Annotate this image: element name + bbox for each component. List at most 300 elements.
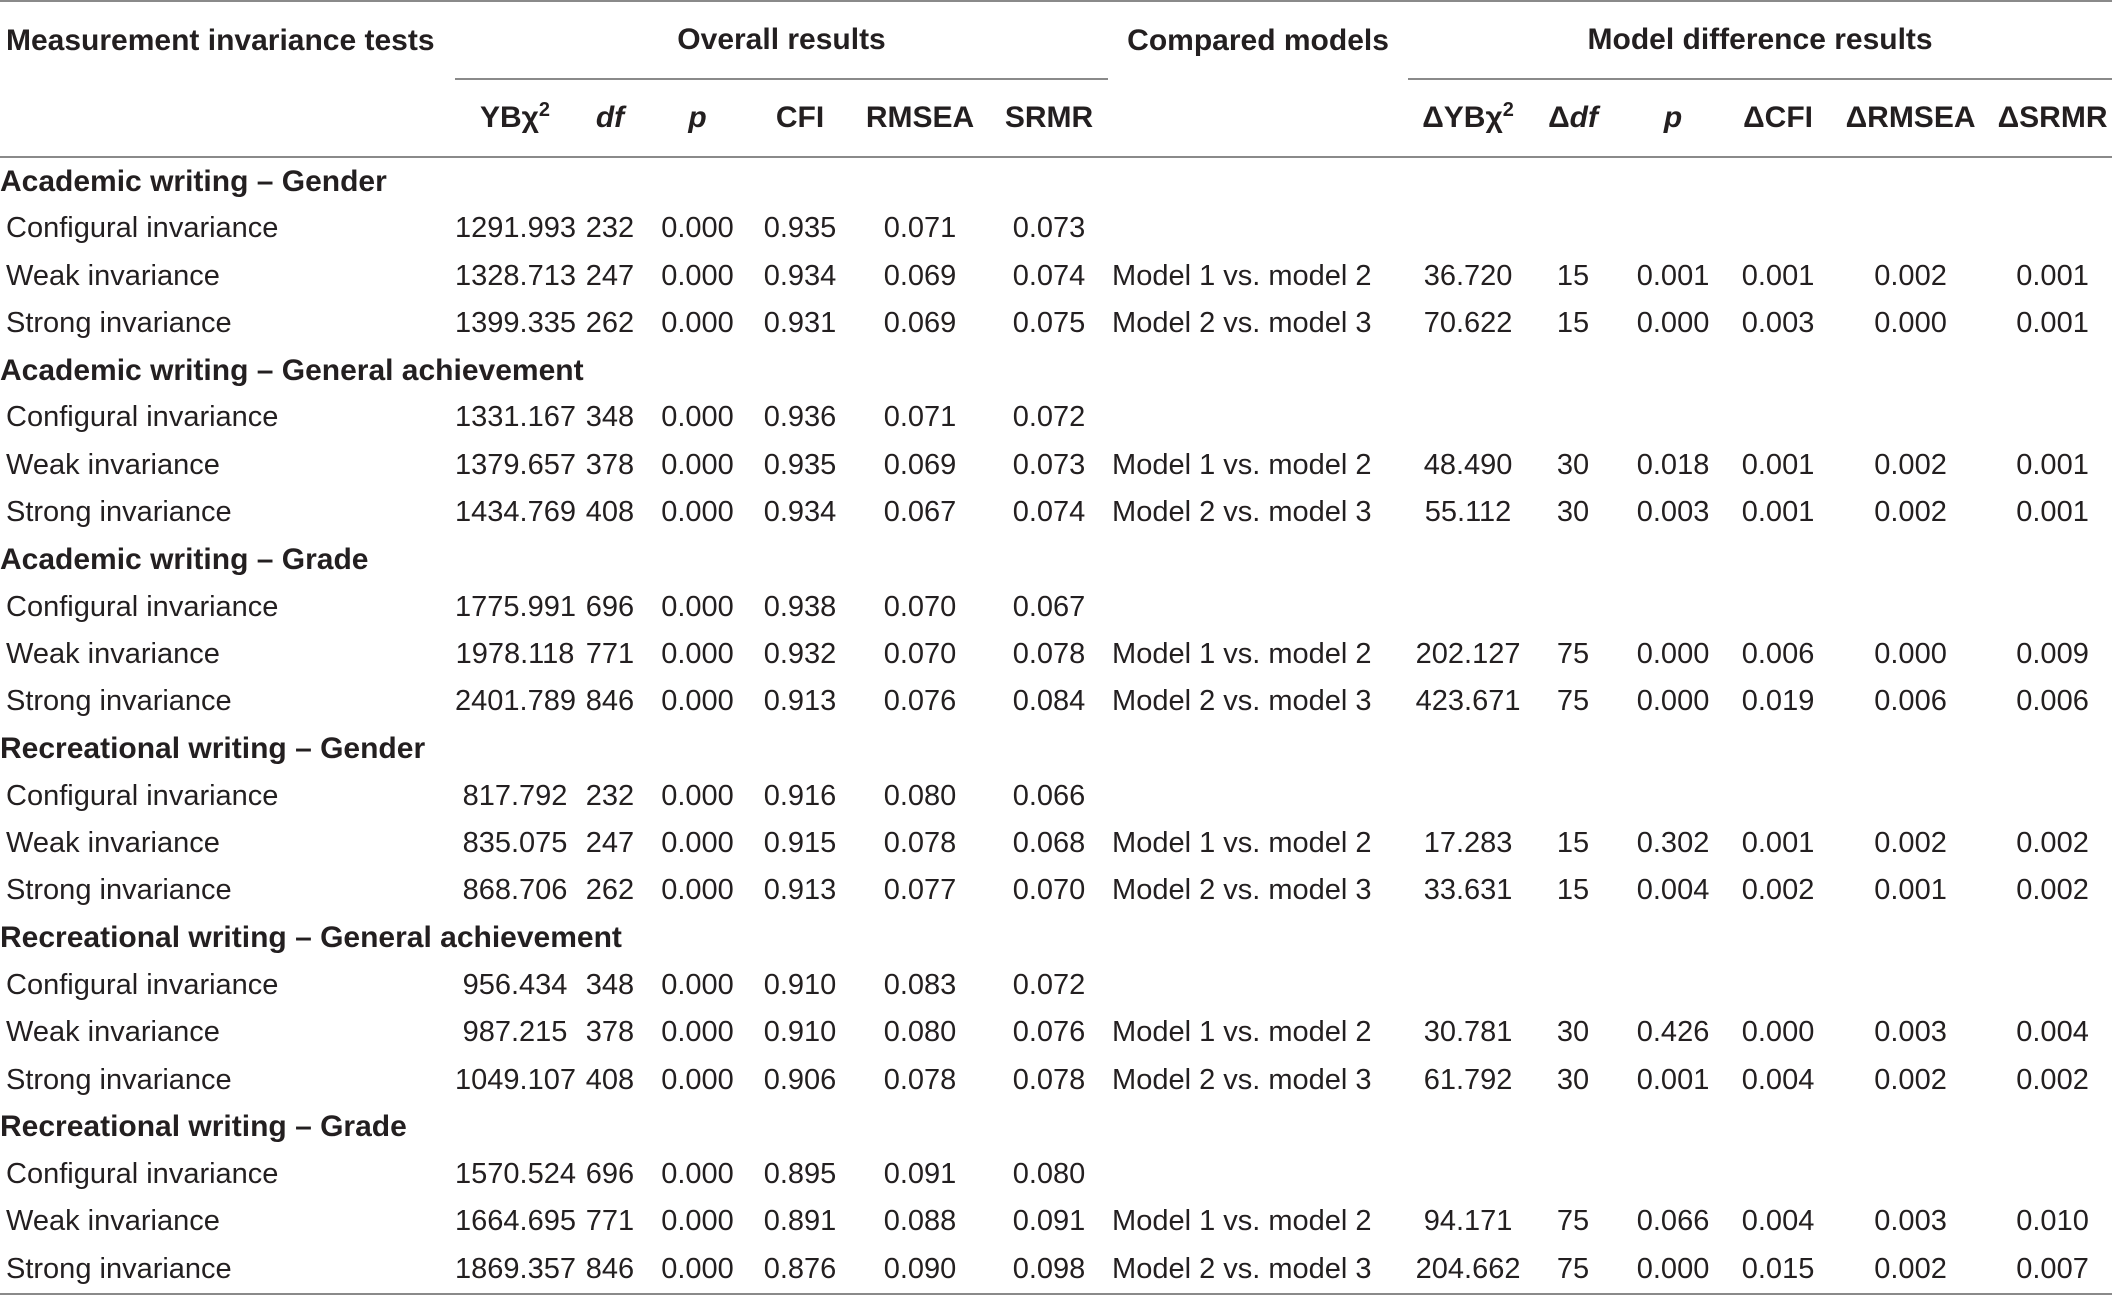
cell-cfi: 0.910	[763, 1016, 837, 1049]
cell-delta-yb-chi2: 48.490	[1423, 448, 1513, 481]
cell-yb-chi2: 1570.524	[455, 1158, 576, 1191]
cell-cfi: 0.876	[750, 1246, 850, 1294]
cell-yb-chi2: 1331.167	[455, 401, 576, 434]
cell-p: 0.000	[661, 1158, 734, 1191]
cell-delta-df: 30	[1556, 496, 1590, 529]
cell-cfi: 0.913	[763, 685, 837, 718]
cell-rmsea: 0.091	[883, 1158, 957, 1191]
cell-delta-srmr: 0.002	[2016, 827, 2089, 860]
col-diff-p: p	[1618, 79, 1728, 157]
table-row	[0, 583, 2112, 630]
col-p: p	[645, 79, 750, 157]
cell-delta-yb-chi2	[1408, 962, 1528, 1009]
table-row	[0, 678, 2112, 725]
header-empty	[0, 79, 455, 157]
row-label: Weak invariance	[6, 637, 220, 670]
cell-delta-yb-chi2: 423.671	[1415, 685, 1521, 718]
cell-compared-models: Model 2 vs. model 3	[1112, 496, 1372, 529]
cell-rmsea: 0.067	[883, 496, 957, 529]
cell-df: 232	[585, 779, 635, 812]
cell-yb-chi2: 1869.357	[455, 1246, 575, 1294]
row-label: Weak invariance	[6, 827, 220, 860]
cell-cfi: 0.934	[763, 259, 837, 292]
row-label: Weak invariance	[6, 259, 220, 292]
cell-srmr: 0.091	[1012, 1205, 1086, 1238]
table-row	[0, 1198, 2112, 1245]
cell-df: 408	[585, 496, 635, 529]
row-label: Weak invariance	[6, 1205, 220, 1238]
cell-yb-chi2: 835.075	[462, 827, 568, 860]
header-overall-results: Overall results	[455, 1, 1108, 79]
cell-compared-models	[1108, 394, 1408, 441]
cell-delta-cfi: 0.006	[1741, 637, 1815, 670]
row-label: Weak invariance	[6, 1016, 220, 1049]
cell-rmsea: 0.088	[883, 1205, 957, 1238]
cell-delta-rmsea: 0.002	[1874, 1063, 1947, 1096]
table-row	[0, 489, 2112, 536]
cell-df: 771	[585, 1205, 635, 1238]
cell-p: 0.000	[661, 401, 734, 434]
cell-compared-models	[1108, 1151, 1408, 1198]
cell-delta-cfi: 0.019	[1741, 685, 1815, 718]
cell-p: 0.000	[661, 212, 734, 245]
cell-p: 0.000	[661, 874, 734, 907]
cell-delta-cfi: 0.015	[1728, 1246, 1828, 1294]
cell-yb-chi2: 1434.769	[455, 496, 576, 529]
cell-diff-p: 0.000	[1618, 1246, 1728, 1294]
col-yb-chi2: YBχ$^2$	[455, 79, 575, 157]
cell-delta-cfi	[1728, 1151, 1828, 1198]
cell-diff-p: 0.001	[1636, 1063, 1710, 1096]
group-header-row	[0, 726, 2112, 773]
cell-delta-df	[1528, 1151, 1618, 1198]
cell-df: 232	[585, 212, 635, 245]
cell-srmr: 0.067	[1012, 590, 1086, 623]
col-delta-df: Δdf	[1528, 79, 1618, 157]
cell-delta-srmr	[1993, 205, 2112, 252]
cell-delta-yb-chi2: 36.720	[1423, 259, 1513, 292]
cell-delta-df: 75	[1556, 637, 1590, 670]
cell-rmsea: 0.076	[883, 685, 957, 718]
cell-delta-srmr: 0.009	[2016, 637, 2089, 670]
cell-df: 262	[585, 874, 635, 907]
cell-delta-srmr	[1993, 1151, 2112, 1198]
cell-rmsea: 0.070	[883, 590, 957, 623]
cell-cfi: 0.931	[763, 306, 837, 339]
group-title: Recreational writing – Gender	[0, 732, 426, 766]
cell-df: 378	[585, 448, 635, 481]
cell-delta-srmr: 0.004	[2016, 1016, 2089, 1049]
cell-delta-rmsea: 0.003	[1874, 1205, 1947, 1238]
cell-rmsea: 0.069	[883, 259, 957, 292]
cell-delta-yb-chi2: 33.631	[1423, 874, 1513, 907]
cell-df: 247	[585, 827, 635, 860]
cell-p: 0.000	[661, 1205, 734, 1238]
cell-df: 247	[585, 259, 635, 292]
cell-srmr: 0.073	[1012, 212, 1086, 245]
cell-delta-cfi: 0.003	[1741, 306, 1815, 339]
cell-diff-p	[1618, 1151, 1728, 1198]
cell-srmr: 0.074	[1012, 496, 1086, 529]
cell-delta-srmr	[1993, 394, 2112, 441]
cell-delta-df	[1528, 205, 1618, 252]
cell-rmsea: 0.077	[883, 874, 957, 907]
cell-p: 0.000	[661, 590, 734, 623]
cell-p: 0.000	[661, 496, 734, 529]
table-row	[0, 300, 2112, 347]
cell-rmsea: 0.071	[883, 212, 957, 245]
cell-diff-p	[1618, 394, 1728, 441]
table-body	[0, 157, 2112, 1294]
table-row	[0, 252, 2112, 299]
row-label: Strong invariance	[6, 874, 232, 907]
cell-delta-yb-chi2: 17.283	[1423, 827, 1513, 860]
row-label: Strong invariance	[6, 1063, 232, 1096]
cell-compared-models: Model 2 vs. model 3	[1112, 306, 1372, 339]
cell-rmsea: 0.078	[883, 1063, 957, 1096]
header-model-difference: Model difference results	[1408, 1, 2112, 79]
table-row	[0, 1056, 2112, 1103]
cell-p: 0.000	[661, 779, 734, 812]
col-rmsea: RMSEA	[850, 79, 990, 157]
cell-srmr: 0.078	[1012, 637, 1086, 670]
cell-delta-cfi: 0.002	[1741, 874, 1815, 907]
cell-p: 0.000	[661, 448, 734, 481]
cell-p: 0.000	[661, 827, 734, 860]
cell-compared-models: Model 2 vs. model 3	[1108, 1246, 1408, 1294]
row-label: Configural invariance	[6, 1158, 279, 1191]
cell-cfi: 0.936	[763, 401, 837, 434]
cell-delta-yb-chi2	[1408, 205, 1528, 252]
cell-cfi: 0.913	[763, 874, 837, 907]
cell-srmr: 0.075	[1012, 306, 1086, 339]
cell-delta-rmsea	[1828, 962, 1993, 1009]
table-row	[0, 867, 2112, 914]
cell-delta-cfi: 0.001	[1741, 496, 1815, 529]
cell-yb-chi2: 1775.991	[455, 590, 576, 623]
col-srmr: SRMR	[990, 79, 1108, 157]
cell-p: 0.000	[661, 968, 734, 1001]
row-label: Strong invariance	[6, 496, 232, 529]
cell-delta-cfi	[1728, 773, 1828, 820]
cell-delta-rmsea	[1828, 205, 1993, 252]
group-title: Academic writing – General achievement	[0, 353, 584, 387]
group-header-row	[0, 536, 2112, 583]
cell-df: 846	[575, 1246, 645, 1294]
row-label: Weak invariance	[6, 448, 220, 481]
cell-delta-rmsea: 0.002	[1874, 259, 1947, 292]
cell-yb-chi2: 956.434	[462, 968, 568, 1001]
cell-delta-rmsea: 0.002	[1874, 827, 1947, 860]
cell-delta-yb-chi2	[1408, 773, 1528, 820]
cell-rmsea: 0.078	[883, 827, 957, 860]
cell-delta-cfi	[1728, 394, 1828, 441]
cell-df: 348	[585, 401, 635, 434]
table-row	[0, 205, 2112, 252]
cell-srmr: 0.084	[1012, 685, 1086, 718]
cell-cfi: 0.906	[763, 1063, 837, 1096]
cell-delta-srmr: 0.001	[2016, 448, 2089, 481]
cell-delta-rmsea: 0.000	[1874, 637, 1947, 670]
cell-rmsea: 0.083	[883, 968, 957, 1001]
group-title: Recreational writing – Grade	[0, 1110, 407, 1144]
cell-cfi: 0.932	[763, 637, 837, 670]
cell-delta-yb-chi2: 30.781	[1423, 1016, 1513, 1049]
row-label: Configural invariance	[6, 212, 279, 245]
cell-delta-df: 15	[1556, 874, 1590, 907]
table-row	[0, 1009, 2112, 1056]
col-cfi: CFI	[750, 79, 850, 157]
cell-yb-chi2: 1978.118	[455, 637, 575, 670]
cell-delta-df	[1528, 962, 1618, 1009]
table-row	[0, 394, 2112, 441]
cell-delta-df: 30	[1556, 1063, 1590, 1096]
group-header-row	[0, 915, 2112, 962]
cell-delta-srmr: 0.001	[2016, 306, 2089, 339]
cell-rmsea: 0.070	[883, 637, 957, 670]
table-row	[0, 962, 2112, 1009]
col-delta-rmsea: ΔRMSEA	[1828, 79, 1993, 157]
cell-p: 0.000	[661, 1063, 734, 1096]
cell-srmr: 0.080	[1012, 1158, 1086, 1191]
cell-cfi: 0.915	[763, 827, 837, 860]
cell-srmr: 0.076	[1012, 1016, 1086, 1049]
cell-cfi: 0.938	[763, 590, 837, 623]
cell-df: 378	[585, 1016, 635, 1049]
cell-delta-srmr: 0.001	[2016, 496, 2089, 529]
header-measurement: Measurement invariance tests	[6, 23, 435, 57]
cell-delta-cfi: 0.001	[1741, 259, 1815, 292]
cell-srmr: 0.073	[1012, 448, 1086, 481]
cell-delta-df: 15	[1556, 827, 1590, 860]
cell-delta-cfi	[1728, 962, 1828, 1009]
cell-df: 846	[585, 685, 635, 718]
group-title: Recreational writing – General achievement	[0, 921, 622, 955]
table-row	[0, 631, 2112, 678]
cell-delta-df: 15	[1556, 306, 1590, 339]
cell-df: 262	[585, 306, 635, 339]
cell-yb-chi2: 987.215	[462, 1016, 568, 1049]
cell-yb-chi2: 1379.657	[455, 448, 576, 481]
group-header-row	[0, 157, 2112, 205]
cell-delta-df: 15	[1556, 259, 1590, 292]
cell-p: 0.000	[661, 259, 734, 292]
cell-srmr: 0.078	[1012, 1063, 1086, 1096]
cell-p: 0.000	[661, 306, 734, 339]
cell-delta-cfi: 0.004	[1741, 1205, 1815, 1238]
cell-p: 0.000	[661, 1016, 734, 1049]
cell-delta-yb-chi2	[1408, 583, 1528, 630]
cell-compared-models: Model 2 vs. model 3	[1112, 685, 1372, 718]
cell-delta-cfi	[1728, 583, 1828, 630]
cell-yb-chi2: 1328.713	[455, 259, 576, 292]
cell-delta-rmsea	[1828, 583, 1993, 630]
col-delta-yb-chi2: ΔYBχ$^2$	[1408, 79, 1528, 157]
header-compared-models: Compared models	[1127, 23, 1389, 57]
cell-diff-p	[1618, 205, 1728, 252]
group-header-row	[0, 347, 2112, 394]
cell-delta-yb-chi2: 204.662	[1408, 1246, 1528, 1294]
cell-compared-models	[1108, 773, 1408, 820]
group-title: Academic writing – Grade	[0, 542, 369, 576]
header-row-2	[0, 79, 2112, 157]
cell-cfi: 0.935	[763, 448, 837, 481]
cell-yb-chi2: 817.792	[462, 779, 568, 812]
cell-delta-rmsea	[1828, 1151, 1993, 1198]
cell-srmr: 0.072	[1012, 968, 1086, 1001]
cell-delta-yb-chi2: 202.127	[1415, 637, 1521, 670]
cell-delta-rmsea: 0.003	[1874, 1016, 1947, 1049]
cell-diff-p: 0.000	[1636, 685, 1710, 718]
cell-cfi: 0.910	[763, 968, 837, 1001]
cell-delta-srmr: 0.006	[2016, 685, 2089, 718]
cell-delta-srmr: 0.010	[2016, 1205, 2089, 1238]
cell-delta-df: 30	[1556, 448, 1590, 481]
cell-delta-srmr	[1993, 583, 2112, 630]
row-label: Configural invariance	[6, 590, 279, 623]
cell-cfi: 0.916	[763, 779, 837, 812]
cell-yb-chi2: 1664.695	[455, 1205, 576, 1238]
cell-delta-rmsea: 0.000	[1874, 306, 1947, 339]
table-row	[0, 820, 2112, 867]
table-row	[0, 442, 2112, 489]
cell-delta-yb-chi2	[1408, 1151, 1528, 1198]
cell-cfi: 0.934	[763, 496, 837, 529]
cell-diff-p: 0.302	[1636, 827, 1710, 860]
cell-compared-models	[1108, 962, 1408, 1009]
col-compared-empty	[1108, 79, 1408, 157]
cell-compared-models	[1108, 583, 1408, 630]
cell-delta-srmr: 0.001	[2016, 259, 2089, 292]
col-delta-srmr: ΔSRMR	[1993, 79, 2112, 157]
header-row-1	[0, 1, 2112, 79]
cell-df: 408	[585, 1063, 635, 1096]
cell-delta-yb-chi2: 55.112	[1424, 496, 1512, 529]
cell-delta-df	[1528, 773, 1618, 820]
cell-compared-models	[1108, 205, 1408, 252]
cell-p: 0.000	[645, 1246, 750, 1294]
cell-cfi: 0.891	[763, 1205, 837, 1238]
cell-diff-p	[1618, 773, 1728, 820]
col-delta-cfi: ΔCFI	[1728, 79, 1828, 157]
cell-delta-df	[1528, 583, 1618, 630]
cell-diff-p: 0.066	[1636, 1205, 1710, 1238]
cell-yb-chi2: 1049.107	[455, 1063, 576, 1096]
cell-delta-yb-chi2: 70.622	[1423, 306, 1513, 339]
cell-rmsea: 0.069	[883, 306, 957, 339]
cell-diff-p: 0.000	[1636, 637, 1710, 670]
cell-diff-p: 0.018	[1636, 448, 1710, 481]
cell-compared-models: Model 1 vs. model 2	[1112, 1016, 1372, 1049]
cell-delta-cfi: 0.000	[1741, 1016, 1815, 1049]
col-df: df	[575, 79, 645, 157]
cell-diff-p: 0.000	[1636, 306, 1710, 339]
cell-delta-cfi: 0.001	[1741, 448, 1815, 481]
cell-srmr: 0.098	[990, 1246, 1108, 1294]
cell-rmsea: 0.090	[850, 1246, 990, 1294]
cell-delta-rmsea	[1828, 773, 1993, 820]
cell-delta-yb-chi2: 94.171	[1423, 1205, 1513, 1238]
cell-diff-p: 0.004	[1636, 874, 1710, 907]
cell-rmsea: 0.080	[883, 1016, 957, 1049]
cell-cfi: 0.895	[763, 1158, 837, 1191]
cell-p: 0.000	[661, 637, 734, 670]
cell-df: 348	[585, 968, 635, 1001]
cell-delta-df: 75	[1528, 1246, 1618, 1294]
row-label: Configural invariance	[6, 968, 279, 1001]
cell-delta-srmr: 0.007	[1993, 1246, 2112, 1294]
cell-delta-yb-chi2	[1408, 394, 1528, 441]
cell-diff-p: 0.001	[1636, 259, 1710, 292]
cell-yb-chi2: 2401.789	[455, 685, 576, 718]
cell-yb-chi2: 1399.335	[455, 306, 576, 339]
cell-p: 0.000	[661, 685, 734, 718]
cell-delta-srmr: 0.002	[2016, 1063, 2089, 1096]
row-label: Strong invariance	[0, 1246, 455, 1294]
cell-delta-srmr	[1993, 773, 2112, 820]
cell-compared-models: Model 1 vs. model 2	[1112, 448, 1372, 481]
cell-compared-models: Model 2 vs. model 3	[1112, 1063, 1372, 1096]
cell-srmr: 0.072	[1012, 401, 1086, 434]
cell-delta-cfi: 0.001	[1741, 827, 1815, 860]
group-header-row	[0, 1104, 2112, 1151]
cell-yb-chi2: 868.706	[462, 874, 568, 907]
row-label: Configural invariance	[6, 779, 279, 812]
cell-delta-rmsea: 0.006	[1874, 685, 1947, 718]
cell-diff-p: 0.426	[1636, 1016, 1710, 1049]
cell-delta-cfi	[1728, 205, 1828, 252]
cell-compared-models: Model 1 vs. model 2	[1112, 637, 1372, 670]
cell-compared-models: Model 1 vs. model 2	[1112, 259, 1372, 292]
cell-df: 696	[585, 590, 635, 623]
cell-delta-rmsea: 0.002	[1874, 448, 1947, 481]
table-row	[0, 1151, 2112, 1198]
cell-delta-srmr	[1993, 962, 2112, 1009]
cell-delta-df	[1528, 394, 1618, 441]
group-title: Academic writing – Gender	[0, 164, 387, 198]
row-label: Strong invariance	[6, 306, 232, 339]
table-row	[0, 1246, 2112, 1294]
cell-delta-srmr: 0.002	[2016, 874, 2089, 907]
cell-delta-df: 75	[1556, 1205, 1590, 1238]
cell-yb-chi2: 1291.993	[455, 212, 576, 245]
cell-delta-rmsea: 0.001	[1874, 874, 1947, 907]
cell-diff-p	[1618, 583, 1728, 630]
cell-df: 771	[585, 637, 635, 670]
row-label: Strong invariance	[6, 685, 232, 718]
cell-delta-df: 75	[1556, 685, 1590, 718]
table-row	[0, 773, 2112, 820]
cell-delta-cfi: 0.004	[1741, 1063, 1815, 1096]
cell-srmr: 0.070	[1012, 874, 1086, 907]
cell-rmsea: 0.069	[883, 448, 957, 481]
cell-srmr: 0.074	[1012, 259, 1086, 292]
cell-compared-models: Model 1 vs. model 2	[1112, 1205, 1372, 1238]
row-label: Configural invariance	[6, 401, 279, 434]
cell-cfi: 0.935	[763, 212, 837, 245]
cell-delta-df: 30	[1556, 1016, 1590, 1049]
cell-df: 696	[585, 1158, 635, 1191]
cell-rmsea: 0.071	[883, 401, 957, 434]
cell-delta-yb-chi2: 61.792	[1423, 1063, 1513, 1096]
cell-diff-p: 0.003	[1636, 496, 1710, 529]
cell-delta-rmsea: 0.002	[1874, 496, 1947, 529]
cell-delta-rmsea	[1828, 394, 1993, 441]
cell-compared-models: Model 1 vs. model 2	[1112, 827, 1372, 860]
cell-srmr: 0.068	[1012, 827, 1086, 860]
cell-diff-p	[1618, 962, 1728, 1009]
cell-delta-rmsea: 0.002	[1828, 1246, 1993, 1294]
